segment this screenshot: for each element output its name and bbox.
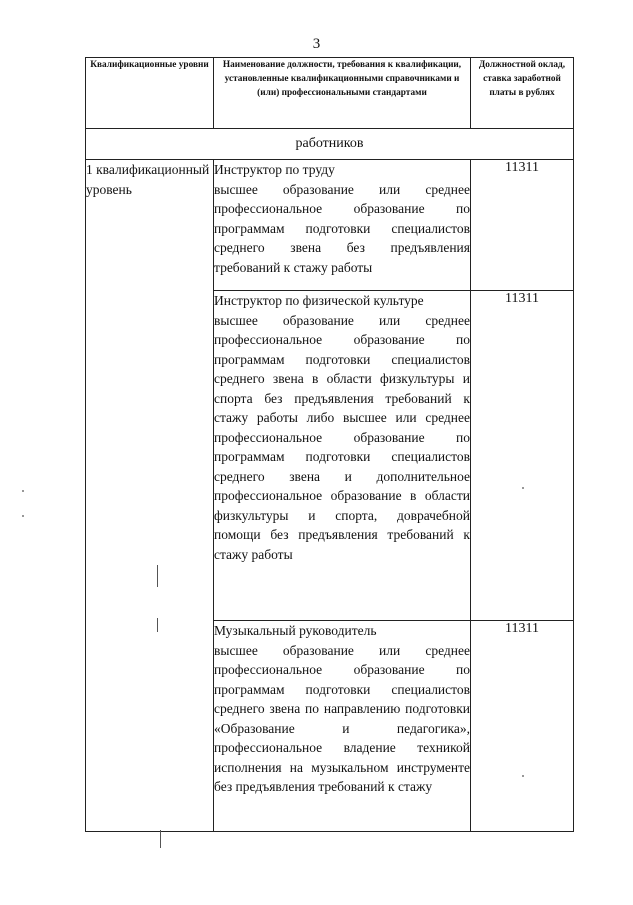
position-title: Музыкальный руководитель	[214, 623, 377, 638]
table-header-row	[86, 58, 574, 129]
position-title: Инструктор по физической культуре	[214, 293, 424, 308]
position-requirements: высшее образование или среднее профессиональное образование по программам подготовки специалистов среднего звена без предъявления требований к стажу работы	[214, 181, 470, 275]
header-salary: Должностной оклад, ставка заработной платы в рублях	[471, 58, 574, 129]
scan-artifact	[157, 565, 158, 587]
position-cell	[214, 621, 471, 832]
position-title: Инструктор по труду	[214, 162, 335, 177]
position-cell	[214, 291, 471, 621]
scan-artifact	[22, 515, 24, 517]
scan-artifact	[22, 490, 24, 492]
scan-artifact	[522, 487, 524, 489]
scan-artifact	[157, 618, 158, 632]
position-requirements: высшее образование или среднее профессиональное образование по программам подготовки специалистов среднего звена в области физкультуры и спорта без предъявления требований к стажу работы либо высшее или среднее профессиональное образование по программам подготовки специалистов среднего звена и дополнительное профессиональное образование в области физкультуры и спорта, доврачебной помощи без предъявления требований к стажу работы	[214, 312, 470, 562]
position-requirements: высшее образование или среднее профессиональное образование по программам подготовки специалистов среднего звена по направлению подготовки «Образование и педагогика», профессиональное владение техникой исполнения на музыкальном инструменте без предъявления требований к стажу	[214, 642, 470, 794]
group-title: работников	[86, 129, 574, 160]
scan-artifact	[160, 830, 161, 848]
header-qualification-levels: Квалификационные уровни	[86, 58, 214, 129]
salary-cell: 11311	[471, 160, 574, 291]
salary-cell: 11311	[471, 291, 574, 621]
salary-cell: 11311	[471, 621, 574, 832]
scan-artifact	[522, 775, 524, 777]
table-row	[86, 160, 574, 291]
qualification-level-cell: 1 квалификационный уровень	[86, 160, 214, 832]
position-cell	[214, 160, 471, 291]
group-title-row	[86, 129, 574, 160]
header-position-requirements: Наименование должности, требования к квалификации, установленные квалификационными справочниками и (или) профессиональными стандартами	[214, 58, 471, 129]
qualification-table	[85, 57, 574, 832]
page-number: 3	[312, 36, 321, 52]
